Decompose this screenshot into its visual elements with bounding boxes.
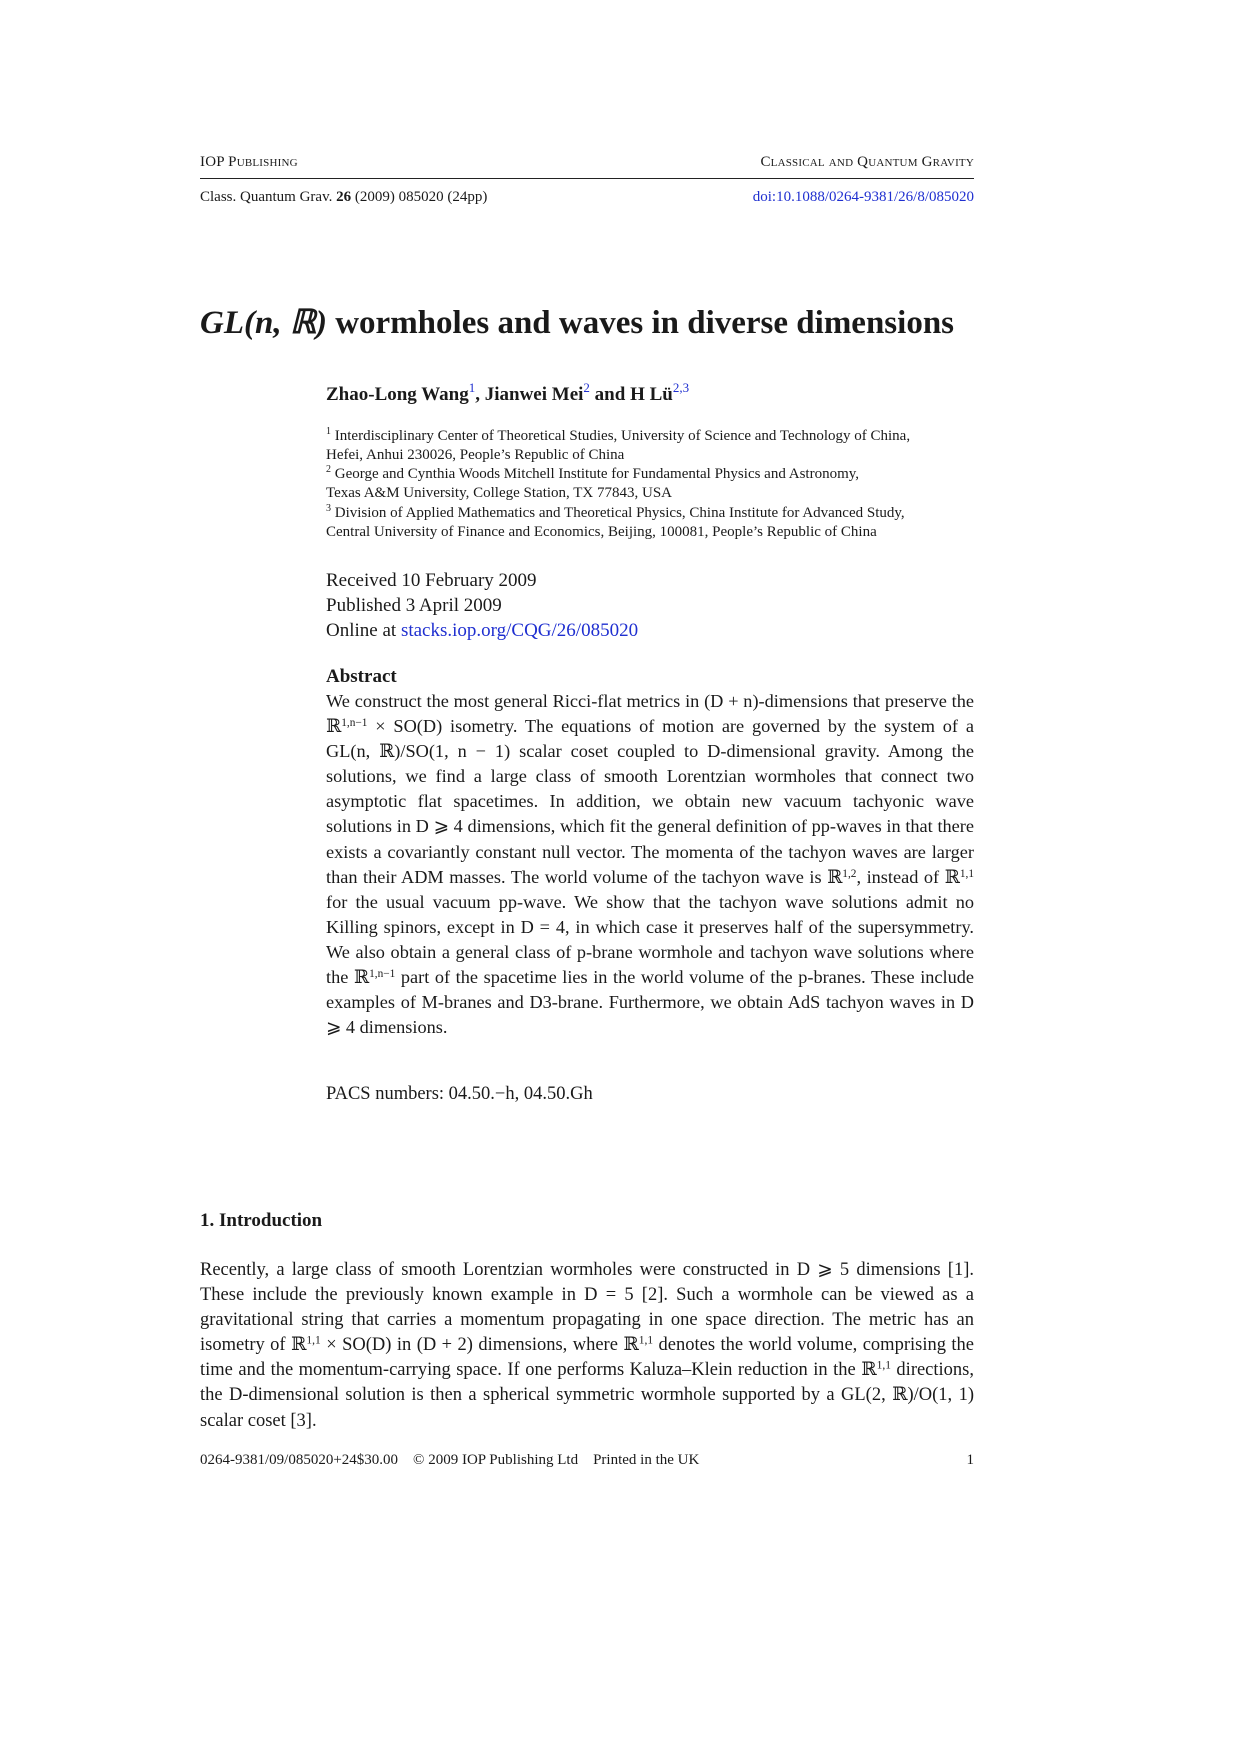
affiliation-2: $^2$ George and Cynthia Woods Mitchell Institute for Fundamental Physics and Astronomy, Texas A&M University, College Station, TX 77843, USA xyxy=(326,464,860,501)
abstract-text: We construct the most general Ricci-flat metrics in (D + n)-dimensions that preserve the ℝ$^{1,n-1}$ × SO(D) isometry. The equations of motion are governed by the system of a GL(n, ℝ)/SO(1, n − 1) scalar coset coupled to D-dimensional gravity. Among the solutions, we find a large class of smooth Lorentzian wormholes that connect two asymptotic flat spacetimes. In addition, we obtain new vacuum tachyonic wave solutions in D ⩾ 4 dimensions, which fit the general definition of pp-waves in that there exists a covariantly constant null vector. The momenta of the tachyon waves are larger than their ADM masses. The world volume of the tachyon wave is ℝ$^{1,2}$, instead of ℝ$^{1,1}$ for the usual vacuum pp-wave. We show that the tachyon wave solutions admit no Killing spinors, except in D = 4, in which case it preserves half of the supersymmetry. We also obtain a general class of p-brane wormhole and tachyon wave solutions where the ℝ$^{1,n-1}$ part of the spacetime lies in the world volume of the p-branes. These include examples of M-branes and D3-brane. Furthermore, we obtain AdS tachyon waves in D ⩾ 4 dimensions. xyxy=(326,691,974,1038)
affiliation-link[interactable]: 2 xyxy=(583,380,590,395)
journal-name: Classical and Quantum Gravity xyxy=(760,154,974,170)
footer-copyright: © 2009 IOP Publishing Ltd xyxy=(413,1452,579,1468)
author-name: Zhao-Long Wang xyxy=(326,384,469,405)
published-date: Published 3 April 2009 xyxy=(326,595,502,616)
author-list: Zhao-Long Wang$^1$, Jianwei Mei$^2$ and H Lü$^{2,3}$ xyxy=(326,380,690,405)
doi-link[interactable]: doi:10.1088/0264-9381/26/8/085020 xyxy=(752,189,974,205)
affiliation-3: $^3$ Division of Applied Mathematics and Theoretical Physics, China Institute for Advanced Study, Central University of Finance and Economics, Beijing, 100081, People’s Republic of China xyxy=(326,503,905,540)
pacs-numbers: PACS numbers: 04.50.−h, 04.50.Gh xyxy=(326,1084,593,1104)
introduction-text xyxy=(200,1258,974,1434)
section-heading: 1. Introduction xyxy=(200,1210,323,1231)
intro-paragraph: Recently, a large class of smooth Lorentzian wormholes were constructed in D ⩾ 5 dimensions [1]. These include the previously known example in D = 5 [2]. Such a wormhole can be viewed as a gravitational string that carries a momentum propagating in one space direction. The metric has an isometry of ℝ$^{1,1}$ × SO(D) in (D + 2) dimensions, where ℝ$^{1,1}$ denotes the world volume, comprising the time and the momentum-carrying space. If one performs Kaluza–Klein reduction in the ℝ$^{1,1}$ directions, the D-dimensional solution is then a spherical symmetric wormhole supported by a GL(2, ℝ)/O(1, 1) scalar coset [3]. xyxy=(200,1260,975,1431)
page-number: 1 xyxy=(966,1452,974,1468)
abstract xyxy=(326,664,974,1040)
author-name: Jianwei Mei xyxy=(484,384,584,405)
publication-dates xyxy=(326,568,638,643)
paper-title: GL(n, ℝ) wormholes and waves in diverse dimensions xyxy=(200,305,955,341)
page-footer xyxy=(200,1452,974,1469)
header-rule xyxy=(200,178,974,179)
footer-code: 0264-9381/09/085020+24$30.00 xyxy=(200,1452,399,1468)
author-name: H Lü xyxy=(630,384,673,405)
received-date: Received 10 February 2009 xyxy=(326,570,537,591)
online-at: Online at stacks.iop.org/CQG/26/085020 xyxy=(326,620,639,641)
online-link[interactable]: stacks.iop.org/CQG/26/085020 xyxy=(400,620,639,641)
journal-citation: Class. Quantum Grav. 26 (2009) 085020 (24pp) xyxy=(200,189,488,205)
publisher-name: IOP Publishing xyxy=(200,154,298,170)
affiliation-link[interactable]: 2,3 xyxy=(672,380,690,395)
affiliation-link[interactable]: 1 xyxy=(468,380,476,395)
affiliation-1: $^1$ Interdisciplinary Center of Theoretical Studies, University of Science and Technology of China, Hefei, Anhui 230026, People’s Republic of China xyxy=(326,426,911,463)
footer-printed: Printed in the UK xyxy=(593,1452,700,1468)
abstract-heading: Abstract xyxy=(326,666,397,687)
